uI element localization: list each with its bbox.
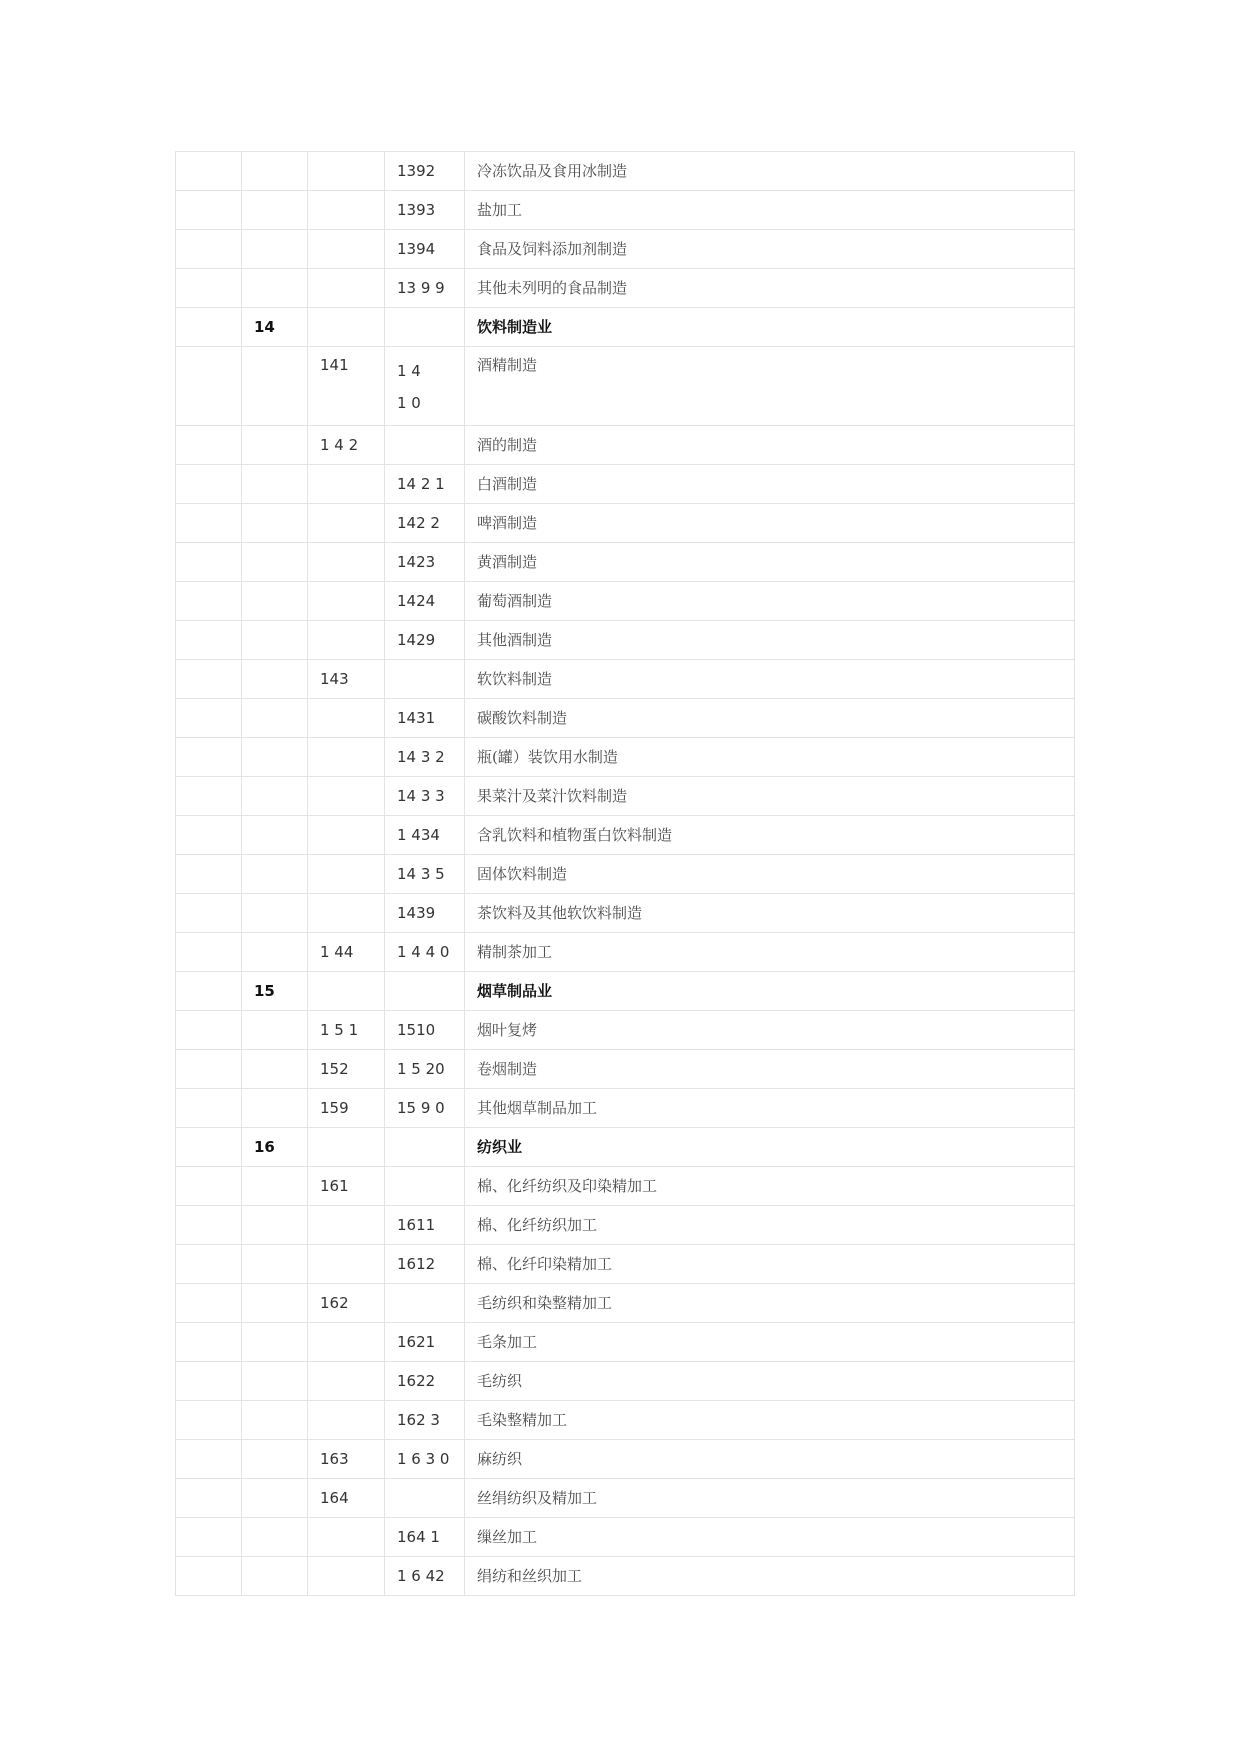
group-code-cell [308, 816, 385, 855]
category-name-cell: 酒精制造 [465, 347, 1075, 426]
division-code-cell [242, 777, 308, 816]
group-code-cell [308, 1401, 385, 1440]
class-code-cell [385, 1284, 465, 1323]
table-row [176, 1245, 1075, 1284]
category-name-cell: 卷烟制造 [465, 1050, 1075, 1089]
group-code-cell [308, 1128, 385, 1167]
table-row [176, 347, 1075, 426]
class-code-cell: 1393 [385, 191, 465, 230]
table-row [176, 738, 1075, 777]
table-row [176, 777, 1075, 816]
class-code-cell: 15 9 0 [385, 1089, 465, 1128]
section-code-cell [176, 816, 242, 855]
division-code-cell [242, 582, 308, 621]
table-row [176, 230, 1075, 269]
category-name-cell: 其他烟草制品加工 [465, 1089, 1075, 1128]
table-row [176, 1050, 1075, 1089]
group-code-cell [308, 1245, 385, 1284]
division-code-cell [242, 152, 308, 191]
section-code-cell [176, 1245, 242, 1284]
class-code-cell: 13 9 9 [385, 269, 465, 308]
table-row [176, 855, 1075, 894]
table-row [176, 426, 1075, 465]
class-code-cell [385, 660, 465, 699]
category-name-cell: 毛纺织和染整精加工 [465, 1284, 1075, 1323]
section-code-cell [176, 1011, 242, 1050]
division-code-cell [242, 230, 308, 269]
division-code-cell [242, 504, 308, 543]
class-code-cell: 1 6 42 [385, 1557, 465, 1596]
division-code-cell [242, 543, 308, 582]
section-code-cell [176, 1323, 242, 1362]
division-code-cell [242, 1557, 308, 1596]
group-code-cell [308, 777, 385, 816]
class-code-cell [385, 1128, 465, 1167]
section-code-cell [176, 1479, 242, 1518]
division-code-cell [242, 465, 308, 504]
table-row [176, 1479, 1075, 1518]
division-code-cell [242, 1362, 308, 1401]
category-name-cell: 冷冻饮品及食用冰制造 [465, 152, 1075, 191]
group-code-cell [308, 1362, 385, 1401]
section-code-cell [176, 1362, 242, 1401]
section-code-cell [176, 269, 242, 308]
division-code-cell [242, 191, 308, 230]
table-row [176, 1284, 1075, 1323]
table-row [176, 152, 1075, 191]
section-code-cell [176, 1206, 242, 1245]
group-code-cell: 1 44 [308, 933, 385, 972]
category-name-cell: 烟草制品业 [465, 972, 1075, 1011]
category-name-cell: 毛染整精加工 [465, 1401, 1075, 1440]
table-row [176, 504, 1075, 543]
division-code-cell [242, 1167, 308, 1206]
section-code-cell [176, 894, 242, 933]
division-code-cell [242, 347, 308, 426]
document-page [175, 151, 1074, 1596]
table-row [176, 816, 1075, 855]
group-code-cell [308, 582, 385, 621]
division-code-cell [242, 660, 308, 699]
category-name-cell: 茶饮料及其他软饮料制造 [465, 894, 1075, 933]
class-code-cell: 14 2 1 [385, 465, 465, 504]
table-row [176, 582, 1075, 621]
category-name-cell: 瓶(罐）装饮用水制造 [465, 738, 1075, 777]
table-row [176, 543, 1075, 582]
group-code-cell [308, 1518, 385, 1557]
section-code-cell [176, 1167, 242, 1206]
table-row [176, 191, 1075, 230]
section-code-cell [176, 1518, 242, 1557]
table-row [176, 269, 1075, 308]
section-code-cell [176, 152, 242, 191]
division-code-cell [242, 269, 308, 308]
division-code-cell [242, 621, 308, 660]
major-category-row [176, 1128, 1075, 1167]
table-body [176, 152, 1075, 1596]
table-row [176, 699, 1075, 738]
category-name-cell: 麻纺织 [465, 1440, 1075, 1479]
category-name-cell: 缫丝加工 [465, 1518, 1075, 1557]
group-code-cell: 1 5 1 [308, 1011, 385, 1050]
group-code-cell [308, 308, 385, 347]
class-code-cell [385, 972, 465, 1011]
group-code-cell [308, 855, 385, 894]
section-code-cell [176, 426, 242, 465]
class-code-cell: 1439 [385, 894, 465, 933]
division-code-cell: 14 [242, 308, 308, 347]
division-code-cell [242, 933, 308, 972]
section-code-cell [176, 972, 242, 1011]
class-code-cell: 14 3 5 [385, 855, 465, 894]
division-code-cell [242, 816, 308, 855]
class-code-cell: 164 1 [385, 1518, 465, 1557]
group-code-cell: 159 [308, 1089, 385, 1128]
division-code-cell [242, 1011, 308, 1050]
class-code-cell [385, 308, 465, 347]
class-code-cell: 1611 [385, 1206, 465, 1245]
group-code-cell [308, 621, 385, 660]
class-code-cell: 1 5 20 [385, 1050, 465, 1089]
category-name-cell: 其他未列明的食品制造 [465, 269, 1075, 308]
section-code-cell [176, 1089, 242, 1128]
table-row [176, 1518, 1075, 1557]
table-row [176, 1557, 1075, 1596]
category-name-cell: 啤酒制造 [465, 504, 1075, 543]
category-name-cell: 毛纺织 [465, 1362, 1075, 1401]
class-code-cell: 1622 [385, 1362, 465, 1401]
group-code-cell [308, 504, 385, 543]
section-code-cell [176, 621, 242, 660]
division-code-cell [242, 738, 308, 777]
industry-code-table [175, 151, 1075, 1596]
table-row [176, 1401, 1075, 1440]
table-row [176, 1089, 1075, 1128]
class-code-cell: 1 434 [385, 816, 465, 855]
category-name-cell: 绢纺和丝织加工 [465, 1557, 1075, 1596]
class-code-cell: 162 3 [385, 1401, 465, 1440]
class-code-cell [385, 347, 465, 426]
division-code-cell [242, 1089, 308, 1128]
category-name-cell: 棉、化纤纺织加工 [465, 1206, 1075, 1245]
class-code-cell [385, 1167, 465, 1206]
group-code-cell: 163 [308, 1440, 385, 1479]
section-code-cell [176, 308, 242, 347]
group-code-cell [308, 152, 385, 191]
section-code-cell [176, 699, 242, 738]
category-name-cell: 烟叶复烤 [465, 1011, 1075, 1050]
division-code-cell [242, 1518, 308, 1557]
division-code-cell [242, 1050, 308, 1089]
major-category-row [176, 308, 1075, 347]
section-code-cell [176, 1050, 242, 1089]
section-code-cell [176, 230, 242, 269]
division-code-cell [242, 1479, 308, 1518]
table-row [176, 660, 1075, 699]
category-name-cell: 葡萄酒制造 [465, 582, 1075, 621]
class-code-cell: 14 3 3 [385, 777, 465, 816]
table-row [176, 621, 1075, 660]
group-code-cell [308, 699, 385, 738]
section-code-cell [176, 1557, 242, 1596]
class-code-text: 1 4 1 0 [397, 362, 421, 412]
section-code-cell [176, 933, 242, 972]
group-code-cell: 164 [308, 1479, 385, 1518]
table-row [176, 1011, 1075, 1050]
class-code-cell [385, 1479, 465, 1518]
division-code-cell [242, 1284, 308, 1323]
category-name-cell: 黄酒制造 [465, 543, 1075, 582]
class-code-cell: 1612 [385, 1245, 465, 1284]
division-code-cell [242, 855, 308, 894]
category-name-cell: 酒的制造 [465, 426, 1075, 465]
division-code-cell [242, 1245, 308, 1284]
section-code-cell [176, 855, 242, 894]
group-code-cell [308, 269, 385, 308]
category-name-cell: 白酒制造 [465, 465, 1075, 504]
division-code-cell [242, 699, 308, 738]
group-code-cell: 141 [308, 347, 385, 426]
section-code-cell [176, 1401, 242, 1440]
division-code-cell [242, 1401, 308, 1440]
section-code-cell [176, 504, 242, 543]
category-name-cell: 含乳饮料和植物蛋白饮料制造 [465, 816, 1075, 855]
class-code-cell: 1392 [385, 152, 465, 191]
section-code-cell [176, 1440, 242, 1479]
section-code-cell [176, 738, 242, 777]
group-code-cell: 1 4 2 [308, 426, 385, 465]
division-code-cell: 15 [242, 972, 308, 1011]
category-name-cell: 软饮料制造 [465, 660, 1075, 699]
group-code-cell [308, 230, 385, 269]
division-code-cell [242, 1440, 308, 1479]
class-code-cell: 1 6 3 0 [385, 1440, 465, 1479]
class-code-cell [385, 426, 465, 465]
category-name-cell: 棉、化纤印染精加工 [465, 1245, 1075, 1284]
section-code-cell [176, 1128, 242, 1167]
group-code-cell: 143 [308, 660, 385, 699]
section-code-cell [176, 543, 242, 582]
section-code-cell [176, 777, 242, 816]
table-row [176, 933, 1075, 972]
class-code-cell: 1510 [385, 1011, 465, 1050]
class-code-cell: 1 4 4 0 [385, 933, 465, 972]
group-code-cell [308, 465, 385, 504]
category-name-cell: 盐加工 [465, 191, 1075, 230]
category-name-cell: 毛条加工 [465, 1323, 1075, 1362]
major-category-row [176, 972, 1075, 1011]
group-code-cell [308, 894, 385, 933]
category-name-cell: 碳酸饮料制造 [465, 699, 1075, 738]
group-code-cell [308, 1557, 385, 1596]
table-row [176, 1440, 1075, 1479]
class-code-cell: 14 3 2 [385, 738, 465, 777]
table-row [176, 1206, 1075, 1245]
section-code-cell [176, 347, 242, 426]
class-code-cell: 1424 [385, 582, 465, 621]
class-code-cell: 1431 [385, 699, 465, 738]
category-name-cell: 棉、化纤纺织及印染精加工 [465, 1167, 1075, 1206]
division-code-cell [242, 894, 308, 933]
division-code-cell [242, 426, 308, 465]
class-code-cell: 1621 [385, 1323, 465, 1362]
group-code-cell: 152 [308, 1050, 385, 1089]
table-row [176, 465, 1075, 504]
category-name-cell: 其他酒制造 [465, 621, 1075, 660]
class-code-cell: 1394 [385, 230, 465, 269]
group-code-cell [308, 191, 385, 230]
section-code-cell [176, 1284, 242, 1323]
category-name-cell: 精制茶加工 [465, 933, 1075, 972]
division-code-cell [242, 1206, 308, 1245]
class-code-cell: 1429 [385, 621, 465, 660]
section-code-cell [176, 465, 242, 504]
group-code-cell [308, 1323, 385, 1362]
category-name-cell: 丝绢纺织及精加工 [465, 1479, 1075, 1518]
group-code-cell: 162 [308, 1284, 385, 1323]
group-code-cell [308, 1206, 385, 1245]
table-row [176, 1167, 1075, 1206]
group-code-cell: 161 [308, 1167, 385, 1206]
table-row [176, 894, 1075, 933]
division-code-cell [242, 1323, 308, 1362]
category-name-cell: 食品及饲料添加剂制造 [465, 230, 1075, 269]
group-code-cell [308, 543, 385, 582]
category-name-cell: 固体饮料制造 [465, 855, 1075, 894]
table-row [176, 1323, 1075, 1362]
class-code-cell: 142 2 [385, 504, 465, 543]
division-code-cell: 16 [242, 1128, 308, 1167]
category-name-cell: 饮料制造业 [465, 308, 1075, 347]
section-code-cell [176, 191, 242, 230]
category-name-cell: 纺织业 [465, 1128, 1075, 1167]
class-code-cell: 1423 [385, 543, 465, 582]
section-code-cell [176, 582, 242, 621]
category-name-cell: 果菜汁及菜汁饮料制造 [465, 777, 1075, 816]
group-code-cell [308, 972, 385, 1011]
section-code-cell [176, 660, 242, 699]
group-code-cell [308, 738, 385, 777]
table-row [176, 1362, 1075, 1401]
